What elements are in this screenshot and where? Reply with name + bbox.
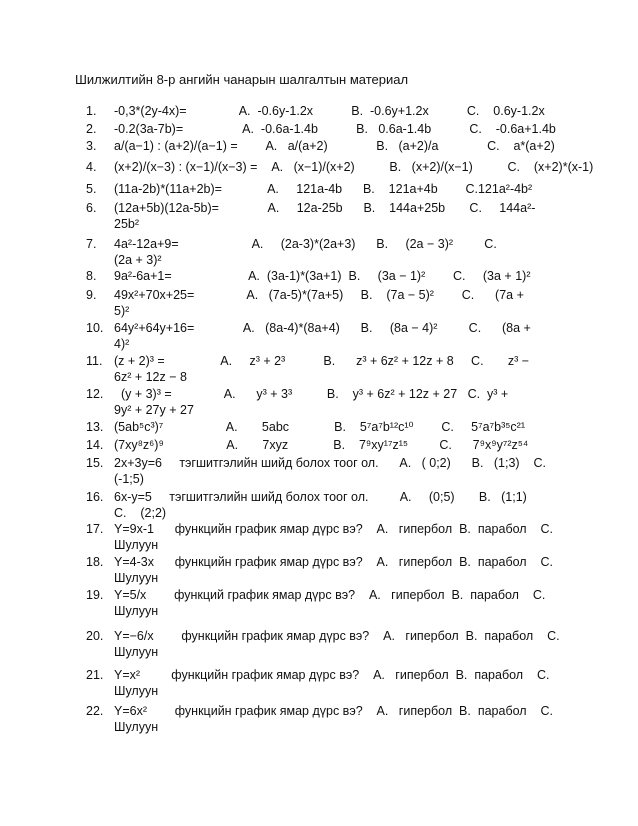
question-line: 6z² + 12z − 8 bbox=[114, 370, 187, 384]
question-line: 6x-y=5 тэгшитгэлийн шийд болох тоог ол. А. (0;5) В. (1;1) bbox=[114, 490, 527, 504]
question-text bbox=[114, 268, 566, 284]
question-line: Y=6x² функцийн график ямар дүрс вэ? А. гипербол В. парабол С. bbox=[114, 704, 553, 718]
question-line: (2a + 3)² bbox=[114, 253, 162, 267]
question-number: 18. bbox=[86, 555, 104, 569]
question-line: Y=x² функцийн график ямар дүрс вэ? А. гипербол В. парабол С. bbox=[114, 668, 550, 682]
question-number: 6. bbox=[86, 201, 97, 215]
question-text bbox=[114, 386, 566, 418]
question-text bbox=[114, 437, 566, 453]
question-line: Y=5/x функций график ямар дүрс вэ? А. гипербол В. парабол С. bbox=[114, 588, 546, 602]
question-text bbox=[114, 521, 566, 553]
question-line: (5ab⁵c³)⁷ А. 5abc В. 5⁷a⁷b¹²c¹⁰ С. 5⁷a⁷b³⁵c²¹ bbox=[114, 420, 526, 434]
question-number: 17. bbox=[86, 522, 104, 536]
question-text bbox=[114, 138, 566, 154]
question-line: -0,3*(2y-4x)= А. -0.6y-1.2x В. -0.6y+1.2x С. 0.6y-1.2x bbox=[114, 104, 545, 118]
question-number: 20. bbox=[86, 629, 104, 643]
question-text bbox=[114, 121, 566, 137]
question-line: (12a+5b)(12a-5b)= А. 12a-25b В. 144a+25b С. 144a²- bbox=[114, 201, 536, 215]
question-number: 16. bbox=[86, 490, 104, 504]
question-text bbox=[114, 419, 566, 435]
question-text bbox=[114, 489, 566, 521]
question-text bbox=[114, 628, 566, 660]
question-text bbox=[114, 236, 566, 268]
question-line: С. (2;2) bbox=[114, 506, 167, 520]
question-line: (x+2)/(x−3) : (x−1)/(x−3) = А. (x−1)/(x+2) В. (x+2)/(x−1) С. (x+2)*(x-1) bbox=[114, 160, 594, 174]
question-line: 9a²-6a+1= А. (3a-1)*(3a+1) В. (3a − 1)² С. (3a + 1)² bbox=[114, 269, 531, 283]
question-line: Y=−6/x функцийн график ямар дүрс вэ? А. гипербол В. парабол С. bbox=[114, 629, 560, 643]
question-line: 5)² bbox=[114, 304, 130, 318]
question-number: 13. bbox=[86, 420, 104, 434]
question-line: 9y² + 27y + 27 bbox=[114, 403, 194, 417]
question-line: Шулуун bbox=[114, 571, 159, 585]
question-number: 12. bbox=[86, 387, 104, 401]
document-title: Шилжилтийн 8-р ангийн чанарын шалгалтын материал bbox=[75, 72, 409, 87]
question-line: Шулуун bbox=[114, 720, 159, 734]
question-number: 21. bbox=[86, 668, 104, 682]
question-line: (y + 3)³ = А. y³ + 3³ В. y³ + 6z² + 12z + 27 С. y³ + bbox=[114, 387, 509, 401]
question-text bbox=[114, 103, 566, 119]
question-number: 14. bbox=[86, 438, 104, 452]
question-number: 7. bbox=[86, 237, 97, 251]
question-line: Y=4-3x функцийн график ямар дүрс вэ? А. гипербол В. парабол С. bbox=[114, 555, 553, 569]
question-line: (z + 2)³ = А. z³ + 2³ В. z³ + 6z² + 12z + 8 С. z³ − bbox=[114, 354, 530, 368]
question-line: Шулуун bbox=[114, 538, 159, 552]
question-number: 1. bbox=[86, 104, 97, 118]
question-text bbox=[114, 159, 594, 175]
question-text bbox=[114, 554, 566, 586]
question-number: 22. bbox=[86, 704, 104, 718]
question-number: 8. bbox=[86, 269, 97, 283]
question-line: Шулуун bbox=[114, 604, 159, 618]
question-line: 4a²-12a+9= А. (2a-3)*(2a+3) В. (2a − 3)² С. bbox=[114, 237, 497, 251]
question-text bbox=[114, 455, 566, 487]
question-line: 25b² bbox=[114, 217, 140, 231]
question-line: Шулуун bbox=[114, 645, 159, 659]
question-line: -0.2(3a-7b)= А. -0.6a-1.4b В. 0.6a-1.4b С. -0.6a+1.4b bbox=[114, 122, 556, 136]
question-number: 2. bbox=[86, 122, 97, 136]
question-number: 10. bbox=[86, 321, 104, 335]
question-text bbox=[114, 181, 566, 197]
question-text bbox=[114, 703, 566, 735]
question-line: 64y²+64y+16= А. (8a-4)*(8a+4) В. (8a − 4)² С. (8a + bbox=[114, 321, 531, 335]
question-number: 9. bbox=[86, 288, 97, 302]
question-line: Шулуун bbox=[114, 684, 159, 698]
question-text bbox=[114, 287, 566, 319]
question-number: 11. bbox=[86, 354, 103, 368]
question-text bbox=[114, 320, 566, 352]
question-line: 2x+3y=6 тэгшитгэлийн шийд болох тоог ол. А. ( 0;2) В. (1;3) С. bbox=[114, 456, 546, 470]
question-line: (-1;5) bbox=[114, 472, 144, 486]
question-number: 5. bbox=[86, 182, 97, 196]
question-line: 49x²+70x+25= А. (7a-5)*(7a+5) В. (7a − 5)² С. (7a + bbox=[114, 288, 524, 302]
question-line: a/(a−1) : (a+2)/(a−1) = А. a/(a+2) В. (a+2)/a С. a*(a+2) bbox=[114, 139, 555, 153]
question-line: (7xy⁸z⁶)⁹ А. 7xyz В. 7⁹xy¹⁷z¹⁵ С. 7⁹x⁹y⁷²z⁵⁴ bbox=[114, 438, 529, 452]
question-number: 19. bbox=[86, 588, 104, 602]
question-line: Y=9x-1 функцийн график ямар дүрс вэ? А. гипербол В. парабол С. bbox=[114, 522, 553, 536]
question-line: (11a-2b)*(11a+2b)= А. 121a-4b В. 121a+4b С.121a²-4b² bbox=[114, 182, 533, 196]
question-text bbox=[114, 587, 566, 619]
question-text bbox=[114, 353, 566, 385]
question-line: 4)² bbox=[114, 337, 130, 351]
question-text bbox=[114, 667, 566, 699]
question-number: 4. bbox=[86, 160, 97, 174]
question-number: 3. bbox=[86, 139, 97, 153]
question-text bbox=[114, 200, 566, 232]
question-number: 15. bbox=[86, 456, 104, 470]
